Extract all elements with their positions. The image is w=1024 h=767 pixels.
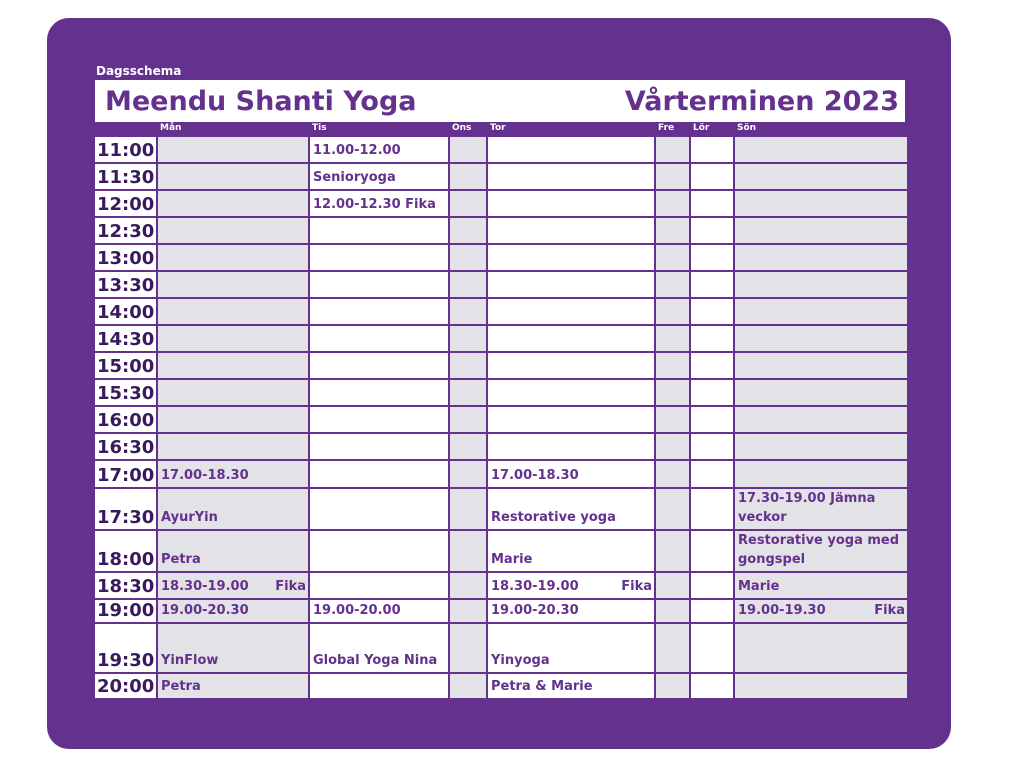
schedule-cell — [309, 352, 449, 379]
schedule-cell — [449, 271, 487, 298]
schedule-cell — [157, 325, 309, 352]
schedule-cell — [734, 673, 908, 699]
time-row — [94, 572, 908, 599]
schedule-cell: Senioryoga — [309, 163, 449, 190]
time-label: 15:00 — [94, 352, 157, 379]
cell-time: 19.00-19.30 — [738, 603, 826, 618]
schedule-cell — [157, 572, 309, 599]
schedule-cell — [157, 298, 309, 325]
schedule-cell — [655, 488, 690, 530]
schedule-cell — [690, 136, 734, 163]
time-row — [94, 379, 908, 406]
schedule-cell — [655, 673, 690, 699]
schedule-cell — [157, 163, 309, 190]
schedule-cell — [487, 572, 655, 599]
schedule-cell — [734, 325, 908, 352]
schedule-cell — [734, 599, 908, 623]
schedule-cell — [690, 599, 734, 623]
schedule-cell — [487, 190, 655, 217]
schedule-cell — [734, 433, 908, 460]
schedule-cell — [690, 190, 734, 217]
schedule-cell — [487, 379, 655, 406]
time-label: 17:00 — [94, 460, 157, 488]
schedule-cell — [309, 217, 449, 244]
schedule-cell — [309, 530, 449, 572]
time-column-header — [94, 122, 157, 136]
day-header: Tor — [487, 122, 655, 136]
schedule-cell — [449, 488, 487, 530]
schedule-cell — [449, 325, 487, 352]
schedule-cell — [309, 244, 449, 271]
time-row — [94, 217, 908, 244]
schedule-cell — [487, 163, 655, 190]
schedule-cell — [309, 433, 449, 460]
time-label: 18:00 — [94, 530, 157, 572]
schedule-cell — [655, 352, 690, 379]
schedule-cell: 12.00-12.30 Fika — [309, 190, 449, 217]
schedule-cell: Petra — [157, 530, 309, 572]
schedule-cell — [309, 379, 449, 406]
time-row — [94, 530, 908, 572]
schedule-cell — [487, 352, 655, 379]
time-label: 13:00 — [94, 244, 157, 271]
schedule-cell — [655, 530, 690, 572]
fika-label: Fika — [874, 603, 905, 618]
schedule-cell — [655, 325, 690, 352]
title-bar — [93, 80, 907, 122]
schedule-cell — [734, 217, 908, 244]
schedule-cell — [449, 298, 487, 325]
time-label: 16:30 — [94, 433, 157, 460]
time-label: 15:30 — [94, 379, 157, 406]
time-label: 20:00 — [94, 673, 157, 699]
schedule-cell — [690, 623, 734, 673]
schedule-cell — [655, 217, 690, 244]
schedule-cell: Restorative yoga — [487, 488, 655, 530]
schedule-cell — [734, 271, 908, 298]
time-row — [94, 244, 908, 271]
time-label: 12:00 — [94, 190, 157, 217]
schedule-cell — [449, 530, 487, 572]
time-row — [94, 488, 908, 530]
schedule-cell — [487, 406, 655, 433]
schedule-cell — [449, 460, 487, 488]
schedule-cell — [690, 298, 734, 325]
schedule-cell — [734, 379, 908, 406]
cell-time: 18.30-19.00 — [161, 579, 249, 594]
fika-label: Fika — [621, 579, 652, 594]
schedule-cell: Yinyoga — [487, 623, 655, 673]
schedule-cell — [157, 352, 309, 379]
schedule-cell — [734, 244, 908, 271]
schedule-cell: Marie — [487, 530, 655, 572]
time-row — [94, 190, 908, 217]
schedule-cell: AyurYin — [157, 488, 309, 530]
time-row — [94, 599, 908, 623]
time-row — [94, 325, 908, 352]
time-row — [94, 298, 908, 325]
schedule-cell — [309, 298, 449, 325]
schedule-cell: Petra & Marie — [487, 673, 655, 699]
schedule-cell: YinFlow — [157, 623, 309, 673]
schedule-cell — [690, 673, 734, 699]
time-label: 17:30 — [94, 488, 157, 530]
schedule-cell — [157, 406, 309, 433]
schedule-cell — [309, 572, 449, 599]
schedule-cell — [655, 379, 690, 406]
schedule-cell — [487, 244, 655, 271]
schedule-cell: 17.00-18.30 — [157, 460, 309, 488]
day-header: Mån — [157, 122, 309, 136]
day-header: Ons — [449, 122, 487, 136]
time-label: 14:30 — [94, 325, 157, 352]
schedule-cell — [157, 136, 309, 163]
time-label: 19:30 — [94, 623, 157, 673]
schedule-cell — [449, 673, 487, 699]
schedule-cell — [157, 433, 309, 460]
studio-title: Meendu Shanti Yoga — [105, 86, 417, 117]
schedule-cell: Restorative yoga med gongspel — [734, 530, 908, 572]
day-header: Lör — [690, 122, 734, 136]
schedule-cell — [449, 623, 487, 673]
schedule-cell: 19.00-20.00 — [309, 599, 449, 623]
schedule-cell — [487, 325, 655, 352]
cell-time: 18.30-19.00 — [491, 579, 579, 594]
schedule-cell — [449, 599, 487, 623]
schedule-cell — [157, 271, 309, 298]
schedule-cell — [449, 163, 487, 190]
schedule-cell: Petra — [157, 673, 309, 699]
schedule-cell — [157, 190, 309, 217]
schedule-cell — [690, 488, 734, 530]
time-label: 18:30 — [94, 572, 157, 599]
schedule-cell — [690, 244, 734, 271]
schedule-cell — [734, 352, 908, 379]
schedule-cell — [309, 406, 449, 433]
schedule-cell — [734, 298, 908, 325]
schedule-cell — [487, 136, 655, 163]
schedule-cell — [690, 325, 734, 352]
schedule-cell — [690, 352, 734, 379]
schedule-table — [93, 122, 909, 700]
schedule-cell — [690, 217, 734, 244]
schedule-cell — [487, 298, 655, 325]
schedule-cell — [690, 530, 734, 572]
schedule-cell — [309, 325, 449, 352]
schedule-cell — [655, 244, 690, 271]
time-label: 19:00 — [94, 599, 157, 623]
schedule-sheet — [93, 63, 907, 700]
time-row — [94, 433, 908, 460]
schedule-cell — [690, 460, 734, 488]
schedule-cell — [655, 163, 690, 190]
time-row — [94, 271, 908, 298]
schedule-cell — [309, 271, 449, 298]
schedule-cell: Marie — [734, 572, 908, 599]
time-row — [94, 406, 908, 433]
schedule-cell — [449, 244, 487, 271]
schedule-cell — [157, 217, 309, 244]
schedule-cell: Global Yoga Nina — [309, 623, 449, 673]
schedule-cell — [655, 298, 690, 325]
schedule-cell — [309, 488, 449, 530]
schedule-cell — [734, 623, 908, 673]
time-label: 14:00 — [94, 298, 157, 325]
term-title: Vårterminen 2023 — [624, 86, 899, 117]
schedule-cell — [309, 460, 449, 488]
time-row — [94, 623, 908, 673]
time-row — [94, 673, 908, 699]
schedule-cell — [655, 623, 690, 673]
schedule-cell — [655, 136, 690, 163]
schedule-cell — [157, 379, 309, 406]
schedule-cell — [487, 271, 655, 298]
schedule-cell — [487, 433, 655, 460]
schedule-cell — [690, 406, 734, 433]
schedule-cell — [449, 136, 487, 163]
schedule-cell — [449, 217, 487, 244]
time-row — [94, 163, 908, 190]
time-row — [94, 460, 908, 488]
schedule-cell — [655, 406, 690, 433]
schedule-cell — [655, 433, 690, 460]
schedule-cell: 19.00-20.30 — [487, 599, 655, 623]
schedule-cell — [690, 572, 734, 599]
fika-label: Fika — [275, 579, 306, 594]
schedule-cell: 11.00-12.00 — [309, 136, 449, 163]
day-header: Tis — [309, 122, 449, 136]
day-header-row — [94, 122, 908, 136]
schedule-cell: 17.30-19.00 Jämna veckor — [734, 488, 908, 530]
schedule-cell — [734, 460, 908, 488]
schedule-cell — [734, 163, 908, 190]
schedule-cell — [690, 163, 734, 190]
schedule-cell — [655, 599, 690, 623]
schedule-cell — [487, 217, 655, 244]
day-header: Fre — [655, 122, 690, 136]
time-row — [94, 136, 908, 163]
schedule-cell — [690, 271, 734, 298]
schedule-cell — [157, 244, 309, 271]
time-label: 13:30 — [94, 271, 157, 298]
schedule-cell — [449, 406, 487, 433]
time-label: 12:30 — [94, 217, 157, 244]
schedule-cell — [690, 379, 734, 406]
schedule-cell: 19.00-20.30 — [157, 599, 309, 623]
schedule-cell — [690, 433, 734, 460]
schedule-cell — [449, 379, 487, 406]
schedule-cell — [449, 352, 487, 379]
schedule-cell — [449, 433, 487, 460]
schedule-cell — [449, 572, 487, 599]
schedule-cell — [655, 572, 690, 599]
time-label: 11:00 — [94, 136, 157, 163]
schedule-label: Dagsschema — [93, 63, 907, 80]
time-label: 11:30 — [94, 163, 157, 190]
schedule-cell — [734, 406, 908, 433]
schedule-cell — [655, 271, 690, 298]
day-header: Sön — [734, 122, 908, 136]
schedule-cell — [734, 136, 908, 163]
schedule-cell — [449, 190, 487, 217]
schedule-cell — [655, 190, 690, 217]
schedule-cell — [655, 460, 690, 488]
time-row — [94, 352, 908, 379]
schedule-cell — [734, 190, 908, 217]
schedule-cell: 17.00-18.30 — [487, 460, 655, 488]
time-label: 16:00 — [94, 406, 157, 433]
schedule-cell — [309, 673, 449, 699]
